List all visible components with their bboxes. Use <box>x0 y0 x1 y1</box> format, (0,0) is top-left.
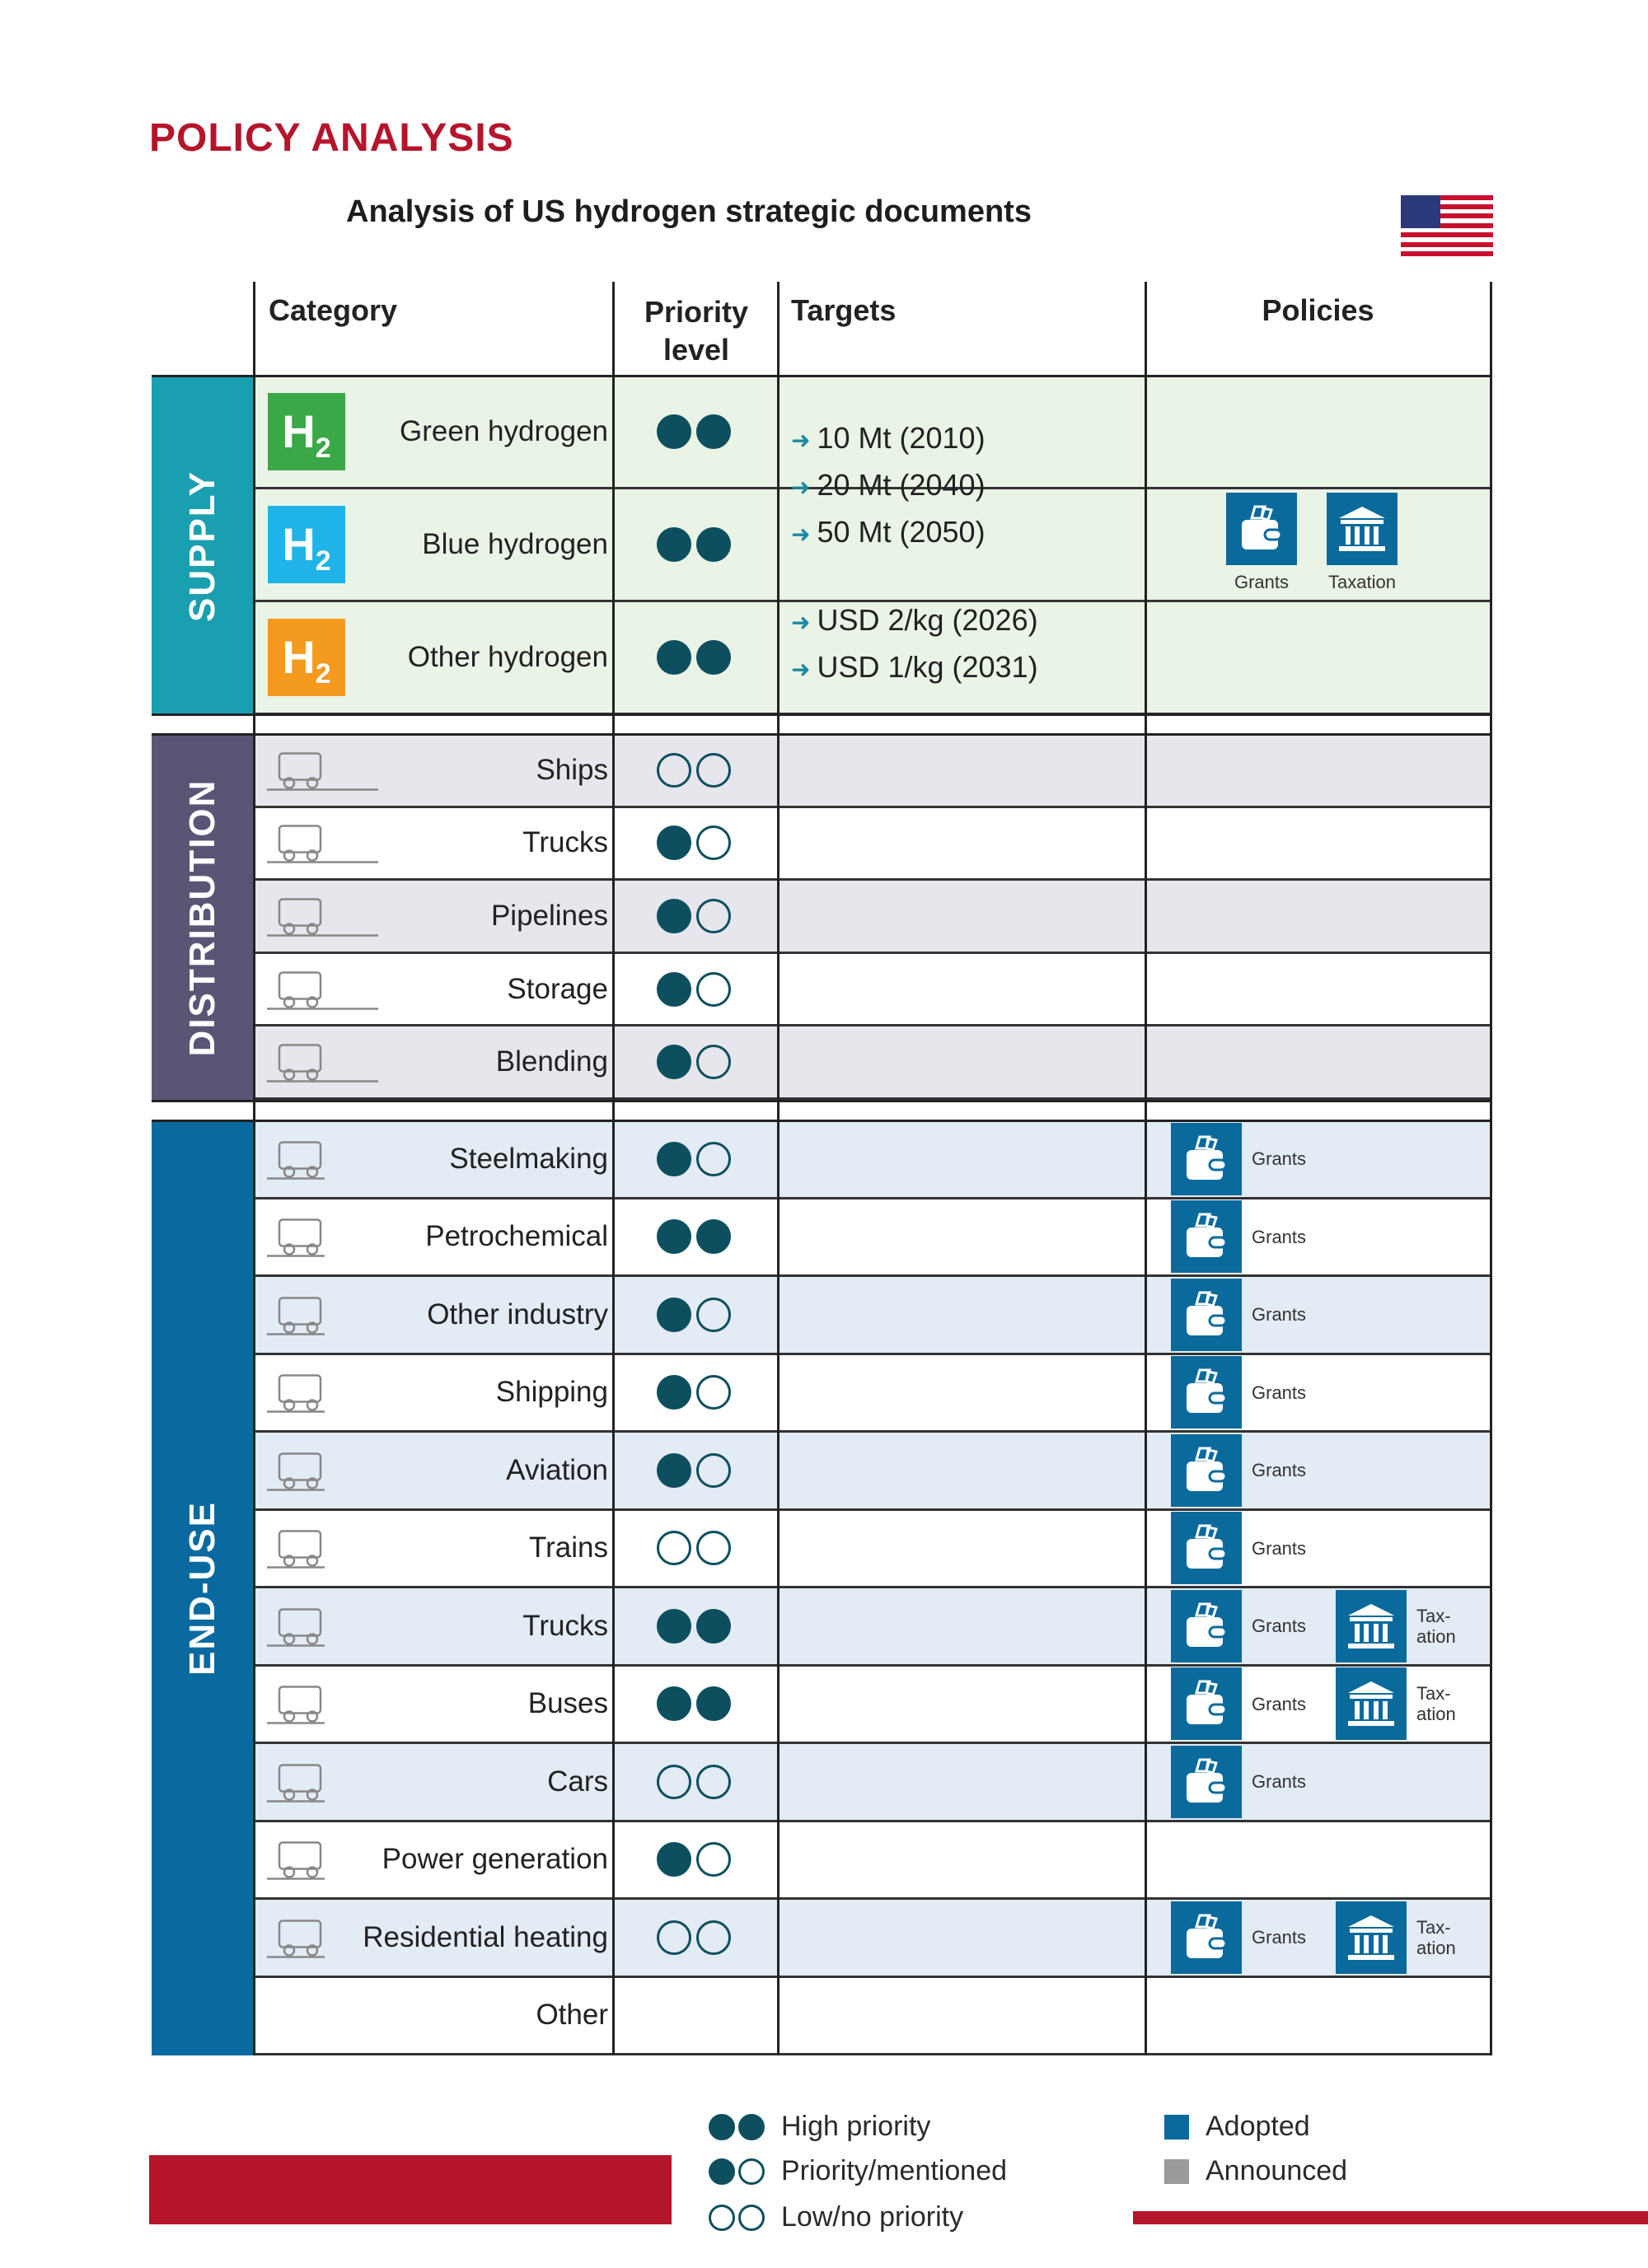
table-row <box>253 1026 1491 1100</box>
section-label: DISTRIBUTION <box>181 779 222 1056</box>
category-label: Trucks <box>522 1609 608 1642</box>
priority-indicator <box>657 1375 731 1410</box>
empty-dot-icon <box>696 1045 731 1079</box>
priority-indicator <box>657 1453 731 1488</box>
truck-icon <box>263 1599 386 1653</box>
grants-wallet-icon <box>1226 493 1297 565</box>
decorative-red-line <box>1133 2211 1648 2224</box>
filled-dot-icon <box>657 1298 691 1332</box>
row-divider <box>152 375 1492 377</box>
table-row <box>253 1744 1491 1822</box>
category-label: Steelmaking <box>449 1142 608 1175</box>
category-label: Power generation <box>382 1843 608 1876</box>
empty-dot-icon <box>738 2205 765 2231</box>
section-label: SUPPLY <box>181 470 222 622</box>
policy-label: Grants <box>1252 1148 1307 1170</box>
empty-dot-icon <box>696 825 731 860</box>
table-row <box>253 1433 1491 1511</box>
legend-label: Announced <box>1206 2155 1348 2186</box>
column-divider <box>253 282 255 2055</box>
supply-policy-grants <box>1226 493 1297 593</box>
filled-dot-icon <box>657 1686 691 1721</box>
target-text: USD 1/kg (2031) <box>817 650 1038 684</box>
filled-dot-icon <box>738 2114 765 2140</box>
category-label: Blending <box>495 1045 608 1078</box>
table-row <box>253 1822 1491 1901</box>
header-policies: Policies <box>1262 293 1374 327</box>
filled-dot-icon <box>657 1142 691 1176</box>
empty-dot-icon <box>696 753 731 788</box>
filled-dot-icon <box>696 414 731 449</box>
car-icon <box>263 1755 386 1808</box>
table-row <box>253 1199 1491 1278</box>
priority-indicator <box>657 1531 731 1565</box>
filled-dot-icon <box>696 1609 731 1644</box>
grants-wallet-icon <box>1171 1667 1242 1740</box>
section-band-end_use <box>152 1121 253 2055</box>
target-item <box>791 598 1038 645</box>
priority-indicator <box>657 972 731 1007</box>
blending-flask-icon <box>263 1036 386 1089</box>
arrow-right-icon: ➜ <box>791 610 811 635</box>
filled-dot-icon <box>657 527 691 562</box>
category-label: Residential heating <box>363 1920 608 1953</box>
table-row <box>253 954 1491 1027</box>
priority-indicator <box>657 899 731 933</box>
target-text: 20 Mt (2040) <box>817 468 986 502</box>
category-label: Other <box>536 1999 608 2032</box>
category-label: Trucks <box>522 826 608 859</box>
category-label: Storage <box>507 972 608 1005</box>
empty-dot-icon <box>738 2158 765 2185</box>
filled-dot-icon <box>657 1842 691 1877</box>
category-label: Trains <box>529 1531 608 1564</box>
empty-dot-icon <box>696 1375 731 1410</box>
priority-indicator <box>657 1142 731 1176</box>
decorative-red-bar <box>149 2155 672 2224</box>
legend-adopted <box>1164 2111 1310 2143</box>
table-row <box>253 1900 1491 1978</box>
target-text: 10 Mt (2010) <box>817 421 986 455</box>
header-category: Category <box>269 293 398 327</box>
policy-grants <box>1171 1356 1306 1429</box>
policy-label: Grants <box>1252 1304 1307 1326</box>
section-band-distribution <box>152 735 253 1100</box>
priority-indicator <box>657 1045 731 1079</box>
column-divider <box>777 282 780 2055</box>
supply-policies <box>1226 493 1398 593</box>
table-row <box>253 1277 1491 1355</box>
bus-icon <box>263 1677 386 1731</box>
filled-dot-icon <box>696 1219 731 1254</box>
taxation-building-icon <box>1336 1590 1407 1662</box>
policy-taxation <box>1336 1901 1456 1974</box>
target-text: USD 2/kg (2026) <box>817 603 1038 637</box>
legend-mentioned <box>709 2155 1007 2187</box>
announced-swatch-icon <box>1164 2159 1189 2184</box>
filled-dot-icon <box>657 1375 691 1410</box>
grants-wallet-icon <box>1171 1356 1242 1429</box>
priority-indicator <box>657 527 731 562</box>
filled-dot-icon <box>696 527 731 562</box>
header-targets: Targets <box>791 293 897 327</box>
adopted-swatch-icon <box>1164 2115 1189 2139</box>
row-divider <box>152 733 1492 736</box>
section-title: POLICY ANALYSIS <box>149 116 514 160</box>
grants-wallet-icon <box>1171 1512 1242 1584</box>
truck-icon <box>263 816 386 870</box>
h2-badge-icon: $H_2$ <box>268 506 345 583</box>
container-ship-icon <box>263 1366 386 1419</box>
category-label: Blue hydrogen <box>422 528 608 560</box>
empty-dot-icon <box>657 753 691 788</box>
policy-label: Grants <box>1234 572 1290 592</box>
priority-indicator <box>657 1219 731 1254</box>
ship-icon <box>263 743 386 797</box>
factory-gear-icon <box>263 1288 386 1341</box>
legend-label: Adopted <box>1206 2111 1310 2142</box>
empty-dot-icon <box>657 1531 691 1565</box>
filled-dot-icon <box>657 899 691 933</box>
filled-dot-icon <box>696 640 731 675</box>
taxation-building-icon <box>1336 1667 1407 1740</box>
section-band-supply <box>152 376 253 715</box>
arrow-right-icon: ➜ <box>791 657 811 682</box>
policy-label: Grants <box>1252 1537 1307 1559</box>
policy-label: Grants <box>1252 1616 1307 1637</box>
table-row <box>253 1667 1491 1745</box>
table-row <box>253 1121 1491 1199</box>
filled-dot-icon <box>657 414 691 449</box>
taxation-building-icon <box>1327 493 1398 565</box>
empty-dot-icon <box>696 1920 731 1955</box>
section-label: END-USE <box>181 1500 222 1676</box>
row-divider <box>152 1100 1492 1102</box>
policy-label: Grants <box>1252 1927 1307 1948</box>
policy-label: Grants <box>1252 1382 1307 1403</box>
legend-label: High priority <box>781 2111 931 2142</box>
empty-dot-icon <box>657 1765 691 1799</box>
target-item <box>791 510 1038 557</box>
filled-dot-icon <box>709 2158 735 2185</box>
empty-dot-icon <box>696 1142 731 1176</box>
airplane-icon <box>263 1443 386 1497</box>
filled-dot-icon <box>709 2114 735 2140</box>
h2-badge-icon: $H_2$ <box>268 393 345 470</box>
table-row <box>253 808 1491 881</box>
row-divider <box>152 713 1492 716</box>
priority-indicator <box>657 640 731 675</box>
legend-label: Priority/mentioned <box>781 2155 1008 2186</box>
category-label: Aviation <box>506 1453 608 1486</box>
policy-label: Tax- ation <box>1416 1683 1456 1725</box>
policy-grants <box>1171 1746 1306 1818</box>
table-row <box>253 735 1491 808</box>
empty-dot-icon <box>709 2205 735 2231</box>
empty-dot-icon <box>696 1453 731 1488</box>
empty-dot-icon <box>696 1842 731 1877</box>
policy-label: Tax- ation <box>1416 1605 1456 1647</box>
empty-dot-icon <box>696 1531 731 1565</box>
priority-indicator <box>657 1686 731 1721</box>
table-row <box>253 1978 1491 2056</box>
filled-dot-icon <box>696 1686 731 1721</box>
target-item <box>791 645 1038 692</box>
priority-indicator <box>657 1920 731 1955</box>
table-row <box>253 881 1491 954</box>
filled-dot-icon <box>657 825 691 860</box>
legend-low <box>709 2201 963 2233</box>
policy-label: Grants <box>1252 1460 1307 1481</box>
category-label: Ships <box>536 753 608 786</box>
grants-wallet-icon <box>1171 1200 1242 1273</box>
empty-dot-icon <box>657 1920 691 1955</box>
empty-dot-icon <box>696 1765 731 1799</box>
filled-dot-icon <box>657 1453 691 1488</box>
priority-indicator <box>657 825 731 860</box>
target-item <box>791 416 1038 463</box>
priority-indicator <box>657 1298 731 1332</box>
priority-indicator <box>657 1609 731 1644</box>
filled-dot-icon <box>657 1045 691 1079</box>
policy-taxation <box>1336 1590 1456 1662</box>
filled-dot-icon <box>657 1219 691 1254</box>
flask-icon <box>263 1210 386 1264</box>
pipeline-icon <box>263 889 386 942</box>
legend-announced <box>1164 2155 1347 2187</box>
filled-dot-icon <box>657 972 691 1007</box>
us-flag-icon <box>1401 195 1493 256</box>
lightning-icon <box>263 1833 386 1887</box>
table-title: Analysis of US hydrogen strategic documents <box>346 194 1032 229</box>
grants-wallet-icon <box>1171 1279 1242 1351</box>
grants-wallet-icon <box>1171 1434 1242 1507</box>
policy-label: Taxation <box>1328 572 1396 592</box>
policy-grants <box>1171 1123 1306 1195</box>
taxation-building-icon <box>1336 1901 1407 1974</box>
policy-grants <box>1171 1279 1306 1351</box>
filled-dot-icon <box>657 1609 691 1644</box>
policy-grants <box>1171 1512 1306 1584</box>
policy-label: Grants <box>1252 1771 1307 1793</box>
grants-wallet-icon <box>1171 1901 1242 1974</box>
table-row <box>253 1511 1491 1589</box>
arrow-right-icon: ➜ <box>791 475 811 500</box>
table-row <box>253 1355 1491 1433</box>
table-row <box>253 1588 1491 1667</box>
policy-grants <box>1171 1667 1306 1740</box>
legend-high <box>709 2111 930 2143</box>
category-label: Green hydrogen <box>400 415 608 447</box>
steel-beam-icon <box>263 1132 386 1185</box>
empty-dot-icon <box>696 972 731 1007</box>
policy-grants <box>1171 1434 1306 1507</box>
target-item <box>791 463 1038 510</box>
policy-grants <box>1171 1200 1306 1273</box>
policy-label: Grants <box>1252 1693 1307 1714</box>
header-priority: Priority level <box>644 295 749 367</box>
category-label: Other industry <box>427 1298 608 1330</box>
supply-policy-taxation <box>1327 493 1398 593</box>
target-text: 50 Mt (2050) <box>817 515 986 549</box>
category-label: Cars <box>547 1765 608 1798</box>
column-divider <box>1490 282 1492 2055</box>
empty-dot-icon <box>696 1298 731 1332</box>
priority-indicator <box>657 1842 731 1877</box>
storage-tank-icon <box>263 962 386 1016</box>
filled-dot-icon <box>657 640 691 675</box>
priority-indicator <box>657 753 731 788</box>
category-label: Pipelines <box>490 899 608 932</box>
arrow-right-icon: ➜ <box>791 521 811 547</box>
h2-badge-icon: $H_2$ <box>268 619 345 696</box>
grants-wallet-icon <box>1171 1123 1242 1195</box>
policy-label: Tax- ation <box>1416 1916 1456 1958</box>
column-divider <box>612 282 615 2055</box>
train-icon <box>263 1522 386 1575</box>
category-label: Other hydrogen <box>407 641 608 673</box>
row-divider <box>152 1120 1492 1122</box>
legend-label: Low/no priority <box>781 2201 964 2233</box>
category-label: Buses <box>527 1687 608 1720</box>
supply-targets <box>791 416 1038 692</box>
grants-wallet-icon <box>1171 1746 1242 1818</box>
arrow-right-icon: ➜ <box>791 428 811 453</box>
category-label: Shipping <box>495 1376 608 1409</box>
priority-indicator <box>657 1765 731 1799</box>
policy-grants <box>1171 1901 1306 1974</box>
empty-dot-icon <box>696 899 731 933</box>
policy-taxation <box>1336 1667 1456 1740</box>
category-label: Petrochemical <box>425 1220 608 1253</box>
priority-indicator <box>657 414 731 449</box>
column-divider <box>1145 282 1147 2055</box>
grants-wallet-icon <box>1171 1590 1242 1662</box>
policy-grants <box>1171 1590 1306 1662</box>
policy-label: Grants <box>1252 1226 1307 1247</box>
